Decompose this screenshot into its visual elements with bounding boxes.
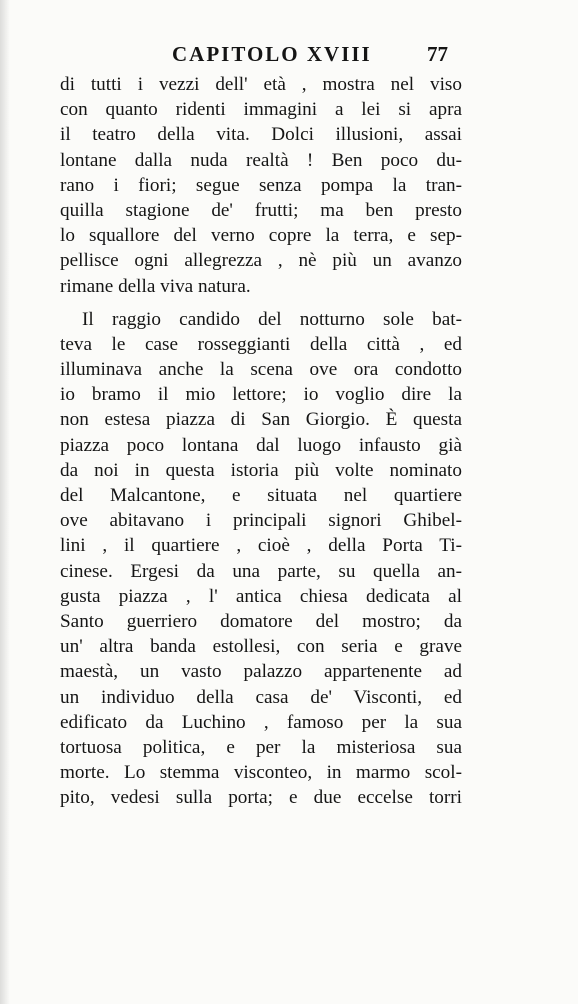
text-line: del Malcantone, e situata nel quartiere: [60, 485, 462, 506]
running-header: [0, 42, 578, 72]
text-line: un' altra banda estollesi, con seria e grave: [60, 636, 462, 658]
text-line: Santo guerriero domatore del mostro; da: [60, 610, 462, 632]
text-line: rano i fiori; segue senza pompa la tran-: [60, 174, 462, 196]
text-line: non estesa piazza di San Giorgio. È questa: [60, 409, 462, 431]
text-line: lo squallore del verno copre la terra, e sep-: [60, 225, 462, 247]
text-line: lontane dalla nuda realtà ! Ben poco du-: [60, 149, 462, 171]
text-line: tortuosa politica, e per la misteriosa sua: [60, 736, 462, 758]
text-line: quilla stagione de' frutti; ma ben presto: [60, 199, 462, 221]
text-line: teva le case rosseggianti della città , ed: [60, 333, 462, 355]
text-line: il teatro della vita. Dolci illusioni, assai: [60, 124, 462, 146]
text-line: cinese. Ergesi da una parte, su quella an-: [60, 560, 462, 582]
page-number: 77: [427, 42, 448, 66]
page-edge-shadow: [0, 0, 10, 1004]
text-line: io bramo il mio lettore; io voglio dire la: [60, 384, 462, 406]
paragraph-1: [60, 72, 462, 299]
text-line: pito, vedesi sulla porta; e due eccelse torri: [60, 787, 462, 809]
chapter-title: CAPITOLO XVIII: [172, 42, 372, 66]
text-line: lini , il quartiere , cioè , della Porta Ti-: [60, 535, 462, 557]
paragraph-gap: [60, 299, 462, 307]
text-line: illuminava anche la scena ove ora condotto: [60, 359, 462, 381]
text-line: piazza poco lontana dal luogo infausto già: [60, 434, 462, 456]
text-line: rimane della viva natura.: [60, 275, 251, 297]
paragraph-2: [60, 307, 462, 811]
text-line: morte. Lo stemma visconteo, in marmo scol-: [60, 762, 462, 784]
text-line: edificato da Luchino , famoso per la sua: [60, 711, 462, 733]
text-line: di tutti i vezzi dell' età , mostra nel viso: [60, 74, 462, 95]
text-line: gusta piazza , l' antica chiesa dedicata al: [60, 585, 462, 607]
text-line: con quanto ridenti immagini a lei si apra: [60, 99, 462, 121]
text-line: un individuo della casa de' Visconti, ed: [60, 686, 462, 708]
text-line: pellisce ogni allegrezza , nè più un avanzo: [60, 250, 462, 272]
text-line: ove abitavano i principali signori Ghibel-: [60, 510, 462, 532]
text-line: da noi in questa istoria più volte nominato: [60, 459, 462, 481]
text-line: Il raggio candido del notturno sole bat-: [82, 308, 462, 330]
text-line: maestà, un vasto palazzo appartenente ad: [60, 661, 462, 683]
body-text: [60, 72, 462, 810]
